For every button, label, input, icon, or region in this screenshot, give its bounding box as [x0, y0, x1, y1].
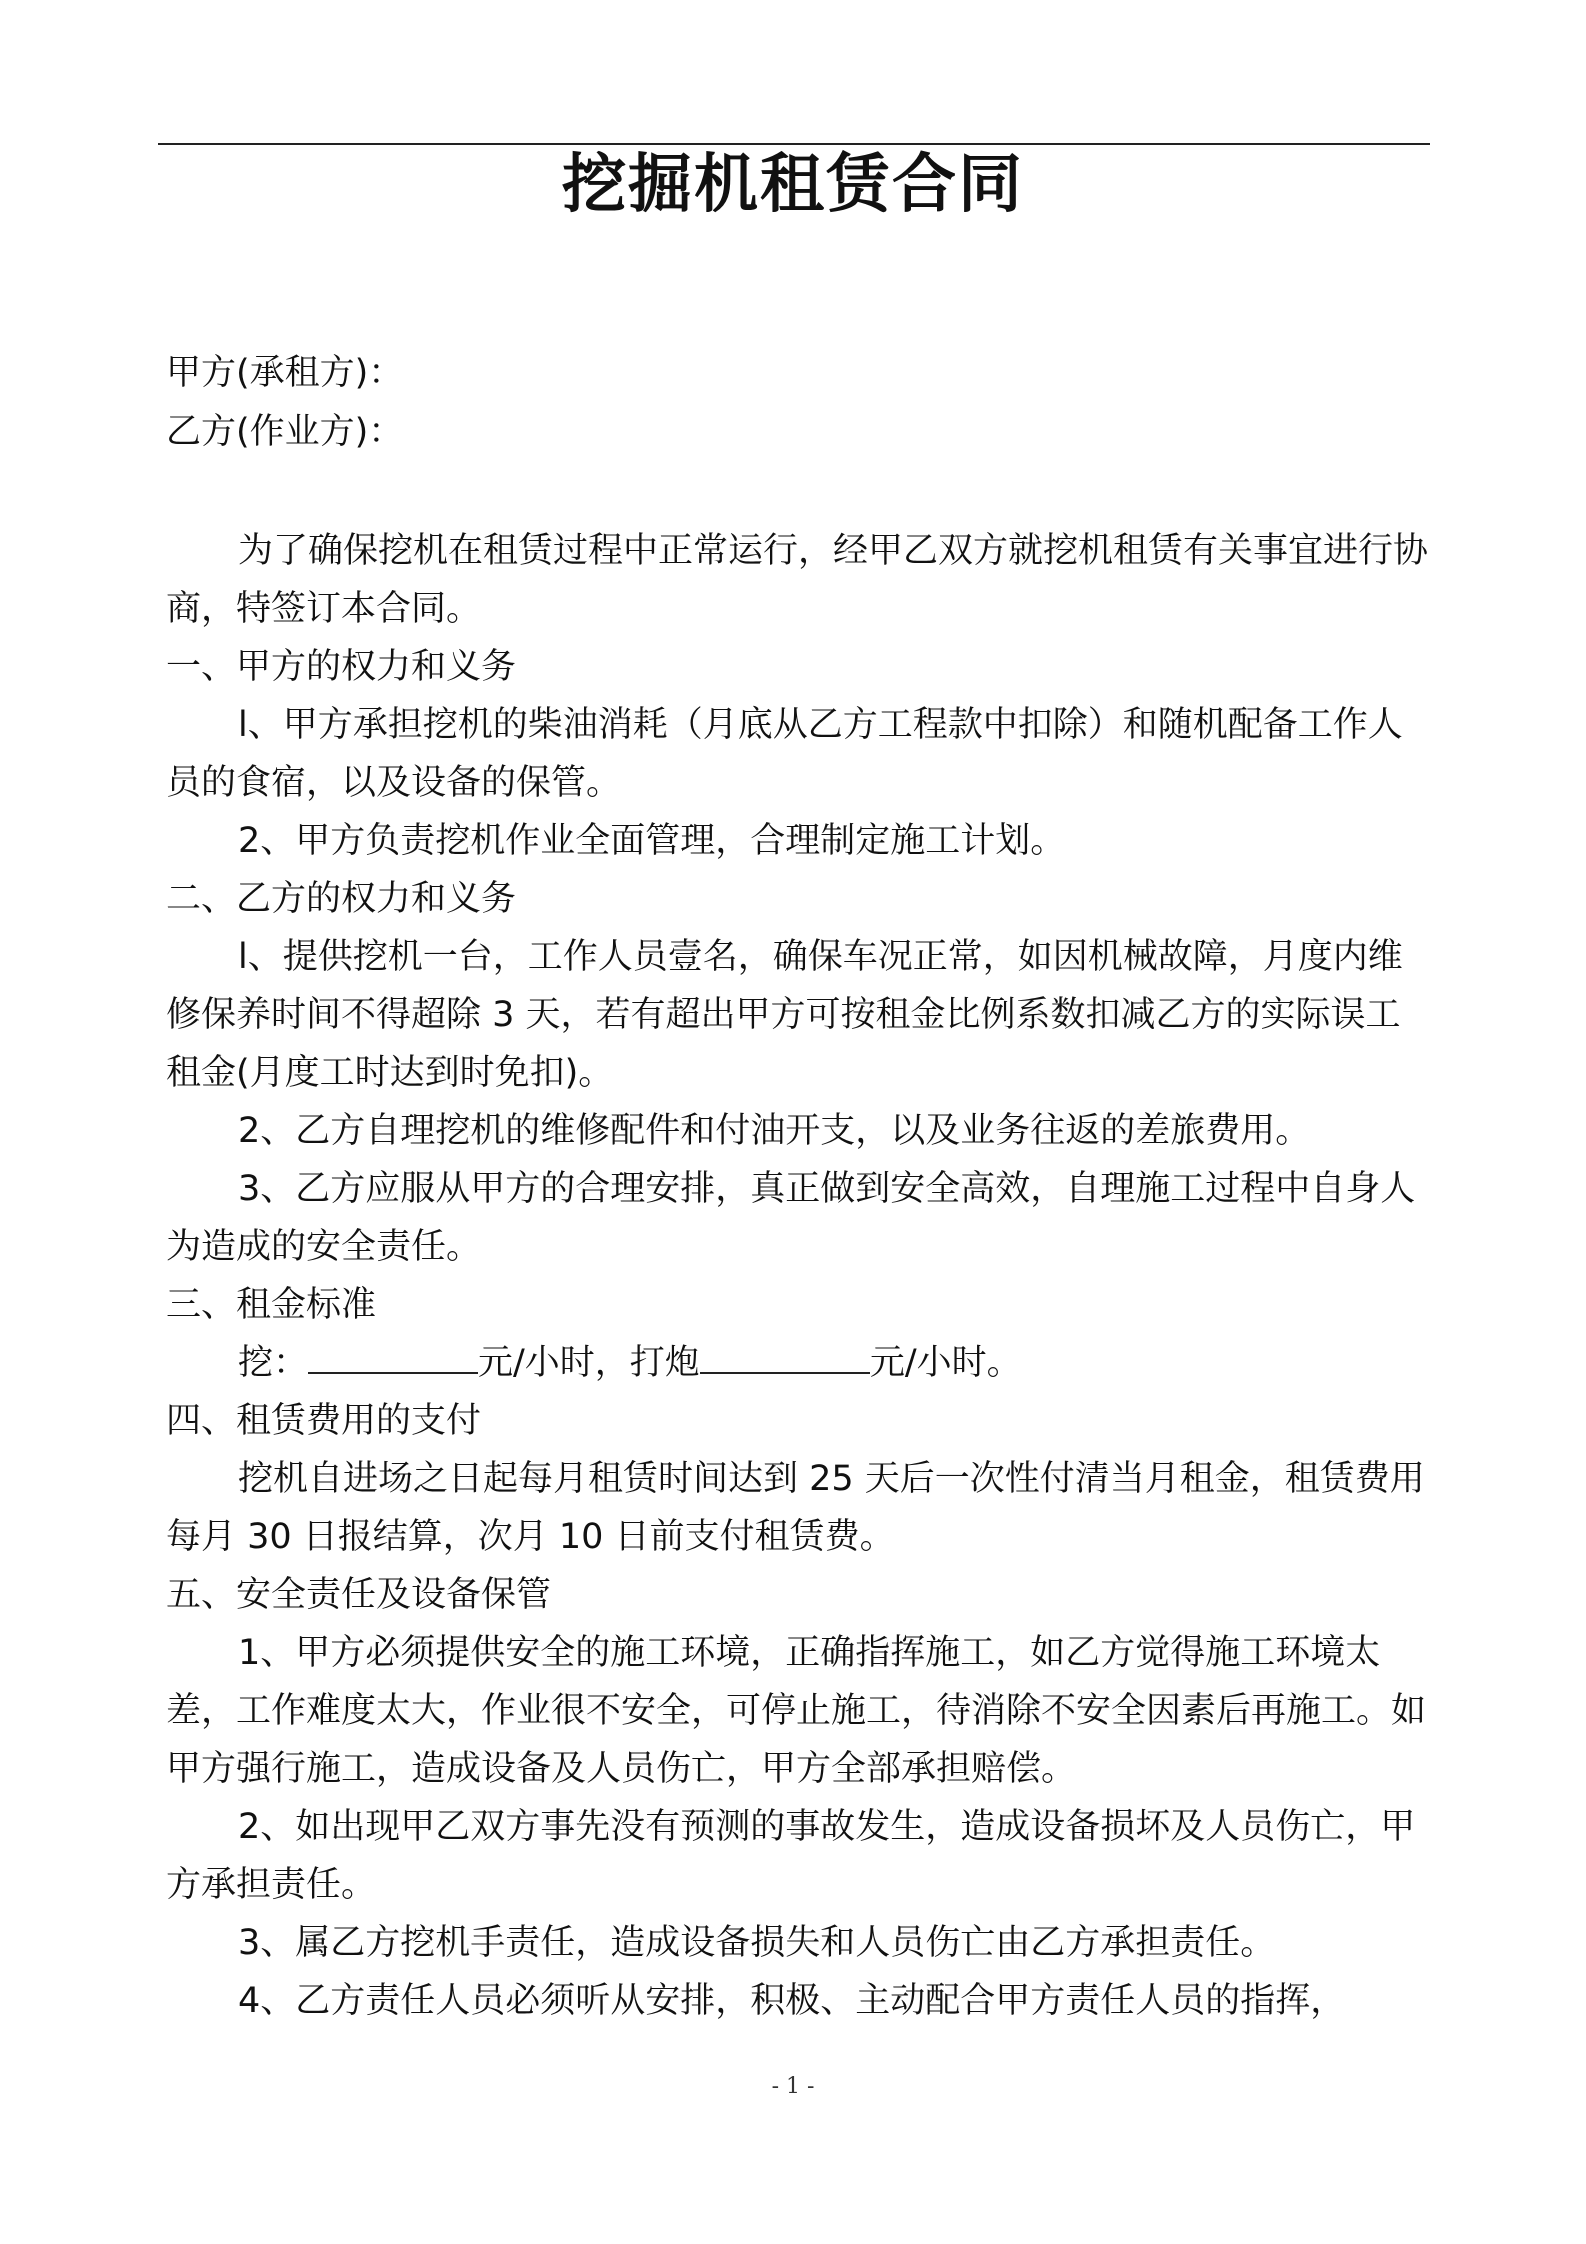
- section-2-item-3: 3、乙方应服从甲方的合理安排，真正做到安全高效，自理施工过程中自身人为造成的安全责任。: [166, 1169, 1416, 1267]
- section-1-item-2: 2、甲方负责挖机作业全面管理，合理制定施工计划。: [238, 821, 1066, 861]
- section-2-item-2: 2、乙方自理挖机的维修配件和付油开支，以及业务往返的差旅费用。: [238, 1111, 1311, 1151]
- section-5-item-4: 4、乙方责任人员必须听从安排，积极、主动配合甲方责任人员的指挥，: [238, 1981, 1346, 2021]
- rent-blast-blank: [700, 1342, 870, 1374]
- rent-standard-line: [166, 1334, 1430, 1392]
- rent-dig-blank: [308, 1342, 478, 1374]
- section-5-item-2: 2、如出现甲乙双方事先没有预测的事故发生，造成设备损坏及人员伤亡，甲方承担责任。: [166, 1807, 1416, 1905]
- section-4-heading: 四、租赁费用的支付: [166, 1401, 482, 1441]
- page-number: - 1 -: [771, 2074, 815, 2099]
- section-4-item-1: 挖机自进场之日起每月租赁时间达到 25 天后一次性付清当月租金，租赁费用每月 30 日报结算，次月 10 日前支付租赁费。: [166, 1459, 1425, 1557]
- party-b-line: 乙方(作业方)：: [166, 412, 404, 452]
- section-5-item-1: 1、甲方必须提供安全的施工环境，正确指挥施工，如乙方觉得施工环境太差，工作难度太大，作业很不安全，可停止施工，待消除不安全因素后再施工。如甲方强行施工，造成设备及人员伤亡，甲方全部承担赔偿。: [166, 1633, 1427, 1789]
- rent-dig-label: 挖：: [238, 1343, 309, 1383]
- section-1-heading: 一、甲方的权力和义务: [166, 647, 517, 687]
- rent-blast-label: 元/小时，打炮: [478, 1343, 700, 1383]
- section-5-item-3: 3、属乙方挖机手责任，造成设备损失和人员伤亡由乙方承担责任。: [238, 1923, 1276, 1963]
- section-1-item-1: l、甲方承担挖机的柴油消耗（月底从乙方工程款中扣除）和随机配备工作人员的食宿，以及设备的保管。: [166, 705, 1403, 803]
- document-title: 挖掘机租赁合同: [562, 148, 1024, 222]
- section-2-heading: 二、乙方的权力和义务: [166, 879, 517, 919]
- section-2-item-1: l、提供挖机一台，工作人员壹名，确保车况正常，如因机械故障，月度内维修保养时间不得超除 3 天，若有超出甲方可按租金比例系数扣减乙方的实际误工租金(月度工时达到时免扣)。: [166, 937, 1403, 1093]
- section-3-heading: 三、租金标准: [166, 1285, 377, 1325]
- rent-unit-label: 元/小时。: [869, 1343, 1022, 1383]
- intro-paragraph: 为了确保挖机在租赁过程中正常运行，经甲乙双方就挖机租赁有关事宜进行协商，特签订本合同。: [166, 531, 1429, 629]
- contract-body: [166, 522, 1430, 2030]
- section-5-heading: 五、安全责任及设备保管: [166, 1575, 552, 1615]
- party-a-line: 甲方(承租方)：: [166, 353, 404, 393]
